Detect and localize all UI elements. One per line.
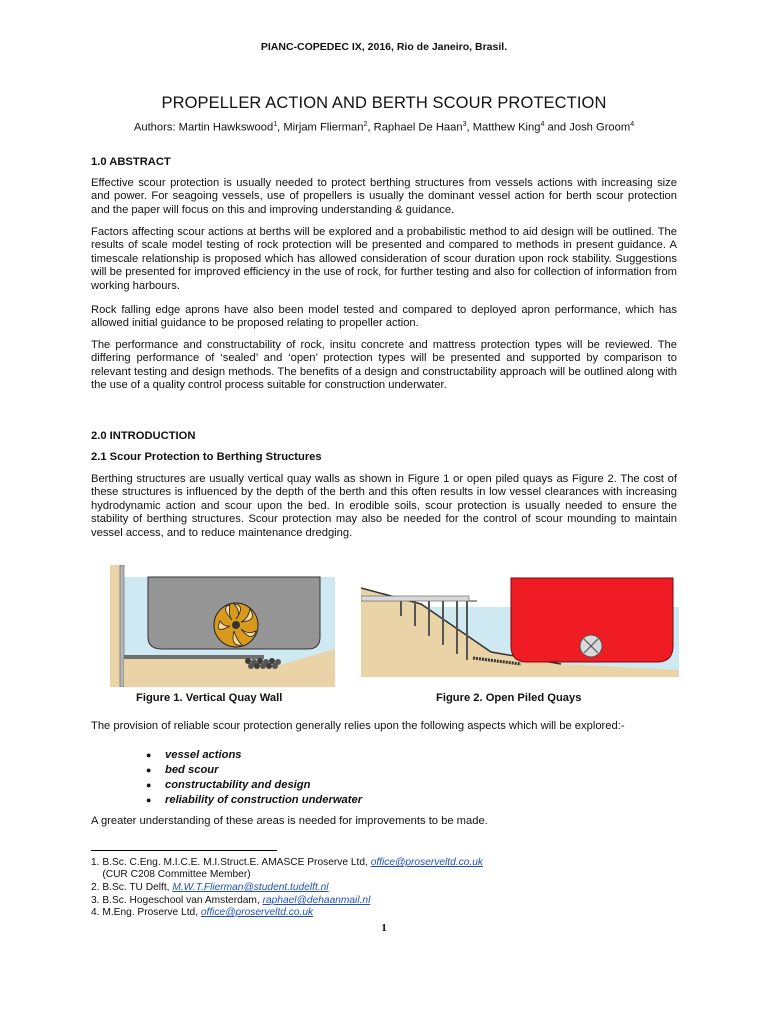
- abstract-paragraph-3: Rock falling edge aprons have also been model tested and compared to deployed apron performance, which has allowed initial guidance to be proposed relating to propeller action.: [91, 304, 677, 330]
- list-item: ● reliability of construction underwater: [146, 793, 362, 808]
- author-5-affiliation: 4: [630, 121, 635, 128]
- footnote-4: [91, 907, 313, 919]
- authors-line: [0, 121, 768, 134]
- author-2: Mirjam Flierman: [283, 121, 364, 134]
- figure-1-vertical-quay-wall: [110, 565, 335, 687]
- authors-prefix: Authors:: [133, 121, 179, 134]
- author-4: Matthew King: [472, 121, 541, 134]
- list-item: ● constructability and design: [146, 778, 362, 793]
- author-5: Josh Groom: [569, 121, 631, 134]
- footnote-1: [91, 857, 483, 869]
- introduction-paragraph-1: Berthing structures are usually vertical quay walls as shown in Figure 1 or open piled quays as Figure 2. The cost of these structures is influenced by the depth of the berth and this often results in low vessel clearances with increasing hydrodynamic action and scour upon the bed. In erodible soils, scour protection is usually needed to ensure the stability of berthing structures. Scour protection may also be needed for the control of scour mounding to maintain vessel access, and to reduce maintenance dredging.: [91, 473, 677, 539]
- abstract-paragraph-2: Factors affecting scour actions at berths will be explored and a probabilistic method to aid design will be outlined. The results of scale model testing of rock protection will be presented and compared to methods in present guidance. A timescale relationship is proposed which has allowed consideration of scour duration upon rock stability. Suggestions will be presented for improved efficiency in the use of rock, for further testing and also for collection of information from working harbours.: [91, 226, 677, 292]
- author-1-affiliation: 1: [273, 121, 278, 128]
- author-3-affiliation: 3: [462, 121, 467, 128]
- author-1: Martin Hawkswood: [178, 121, 274, 134]
- footnote-email-link[interactable]: raphael@dehaanmail.nl: [262, 895, 371, 906]
- footnote-2: [91, 882, 329, 894]
- abstract-heading: 1.0 ABSTRACT: [91, 156, 171, 168]
- paper-title: PROPELLER ACTION AND BERTH SCOUR PROTECTION: [161, 94, 607, 112]
- page-number: 1: [381, 922, 387, 934]
- list-item: ● bed scour: [146, 763, 362, 778]
- author-separator: and: [544, 121, 570, 134]
- author-separator: ,: [466, 121, 473, 134]
- deck-slab: [361, 596, 469, 601]
- footnote-separator: [91, 850, 277, 851]
- footnote-text: 4. M.Eng. Proserve Ltd,: [91, 907, 201, 918]
- author-4-affiliation: 4: [540, 121, 545, 128]
- footnote-1-note: [91, 869, 251, 881]
- footnote-email-link[interactable]: office@proserveltd.co.uk: [200, 907, 314, 918]
- introduction-paragraph-2: The provision of reliable scour protection generally relies upon the following aspects which will be explored:-: [91, 720, 625, 732]
- figure-2-caption: Figure 2. Open Piled Quays: [436, 692, 582, 704]
- footnote-text: (CUR C208 Committee Member): [91, 869, 251, 880]
- author-3: Raphael De Haan: [373, 121, 463, 134]
- introduction-paragraph-3: A greater understanding of these areas is needed for improvements to be made.: [91, 815, 488, 827]
- footnote-text: 3. B.Sc. Hogeschool van Amsterdam,: [91, 895, 263, 906]
- quay-wall: [120, 565, 124, 687]
- footnote-text: 1. B.Sc. C.Eng. M.I.C.E. M.I.Struct.E. AMASCE Proserve Ltd,: [91, 857, 371, 868]
- abstract-paragraph-4: The performance and constructability of rock, insitu concrete and mattress protection types will be reviewed. The differing performance of ‘sealed’ and ‘open’ protection types will be presented and supported by comparison to relevant testing and design methods. The benefits of a design and constructability approach will be outlined along with the use of a quality control process suitable for construction underwater.: [91, 339, 677, 392]
- figure-2-open-piled-quay: [361, 574, 679, 677]
- sky-band: [110, 565, 335, 577]
- propeller-icon: [214, 603, 258, 647]
- abstract-paragraph-1: Effective scour protection is usually needed to protect berthing structures from vessels actions with increasing size and power. For seagoing vessels, use of propellers is usually the dominant vessel action for berth scour protection and the paper will focus on this and improving understanding & guidance.: [91, 177, 677, 216]
- list-item: ● vessel actions: [146, 748, 362, 763]
- author-separator: ,: [367, 121, 374, 134]
- conference-header: PIANC-COPEDEC IX, 2016, Rio de Janeiro, Brasil.: [260, 41, 508, 53]
- scour-protection-layer: [124, 655, 264, 659]
- section-2-1-heading: 2.1 Scour Protection to Berthing Structures: [91, 451, 322, 463]
- propeller-icon: [580, 635, 602, 657]
- introduction-heading: 2.0 INTRODUCTION: [91, 430, 196, 442]
- author-separator: ,: [277, 121, 284, 134]
- footnote-3: [91, 895, 370, 907]
- footnote-email-link[interactable]: office@proserveltd.co.uk: [370, 857, 483, 868]
- footnote-text: 2. B.Sc. TU Delft,: [91, 882, 173, 893]
- quay-fill: [110, 565, 120, 687]
- author-2-affiliation: 2: [363, 121, 368, 128]
- aspects-list: [146, 748, 362, 808]
- footnote-email-link[interactable]: M.W.T.Flierman@student.tudelft.nl: [172, 882, 329, 893]
- figure-1-caption: Figure 1. Vertical Quay Wall: [136, 692, 283, 704]
